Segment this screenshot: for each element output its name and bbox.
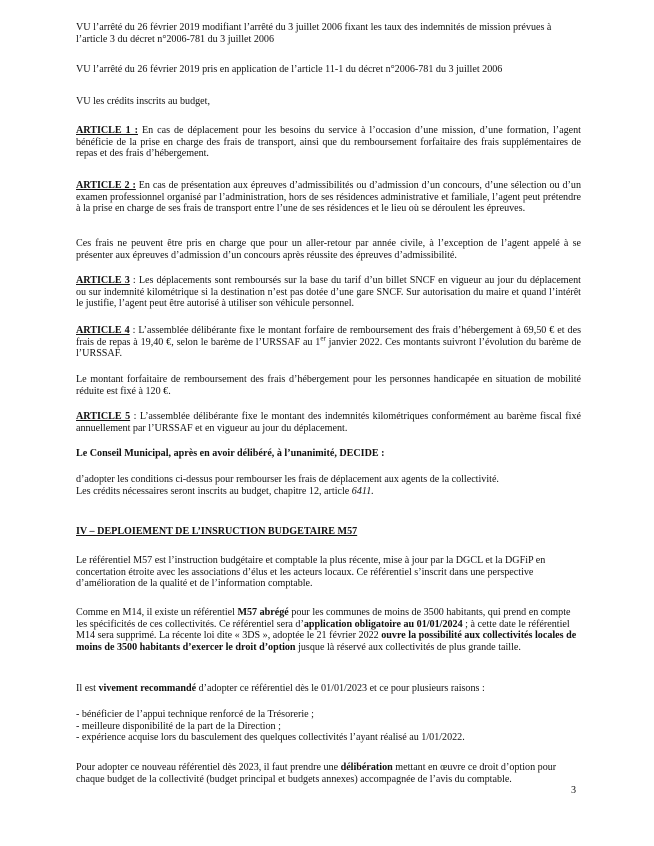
m57-p3-a: Il est xyxy=(76,683,99,694)
m57-p2-g: jusque là réservé aux collectivités de plus grande taille. xyxy=(295,641,521,653)
reasons-list xyxy=(76,709,581,744)
article-2-paragraph-2: Ces frais ne peuvent être pris en charge que pour un aller-retour par année civile, à l’exception de l’agent appelé à se présenter aux épreuves d’admission d’un concours après réussite des épreuves d’admissibilité. xyxy=(76,238,581,261)
article-4-paragraph-2: Le montant forfaitaire de remboursement des frais d’hébergement pour les personnes handicapée en situation de mobilité réduite est fixé à 120 €. xyxy=(76,374,581,397)
m57-p2-a: Comme en M14, il existe un référentiel xyxy=(76,607,238,618)
page-number: 3 xyxy=(571,785,577,796)
article-5-text: : L’assemblée délibérante fixe le montant des indemnités kilométriques conformément au barème fiscal fixé annuellement par l’URSSAF et en vigueur au jour du déplacement. xyxy=(76,411,581,434)
m57-paragraph-4 xyxy=(76,762,581,785)
article-3-label: ARTICLE 3 xyxy=(76,275,130,286)
decision-credits-article: 6411. xyxy=(351,486,374,497)
m57-p4-a: Pour adopter ce nouveau référentiel dès 2023, il faut prendre une xyxy=(76,762,341,773)
m57-p2-f: ouvre la possibilité aux collectivités locales de moins de 3500 habitants d’exercer le droit d’option xyxy=(76,630,577,653)
article-3-text: : Les déplacements sont remboursés sur la base du tarif d’un billet SNCF en vigueur au jour du déplacement ou sur indemnité kilométrique si la destination n’est pas dotée d’une gare SNCF. Sur autorisation du maire et quand l’intérêt le justifie, l’agent peut être autorisé à utiliser son véhicule personnel. xyxy=(76,275,581,310)
m57-paragraph-2 xyxy=(76,607,581,653)
decision-credits xyxy=(76,486,581,498)
m57-p4-b: délibération xyxy=(340,762,393,773)
list-item: - bénéficier de l’appui technique renforcé de la Trésorerie ; xyxy=(76,709,314,720)
m57-paragraph-3 xyxy=(76,683,581,695)
decision-heading: Le Conseil Municipal, après en avoir délibéré, à l’unanimité, DECIDE : xyxy=(76,448,385,459)
list-item: - meilleure disponibilité de la part de la Direction ; xyxy=(76,720,281,732)
article-2 xyxy=(76,180,581,215)
m57-p2-d: application obligatoire au 01/01/2024 xyxy=(303,618,463,630)
vu-arrete-application: VU l’arrêté du 26 février 2019 pris en application de l’article 11-1 du décret n°2006-781 du 3 juillet 2006 xyxy=(76,64,503,75)
article-3 xyxy=(76,275,581,310)
article-1 xyxy=(76,125,581,160)
m57-p2-b: M57 abrégé xyxy=(237,607,289,618)
article-4-superscript: er xyxy=(320,334,326,343)
article-4-text-b: janvier 2022. Ces montants suivront l’évolution du barème de l’URSSAF. xyxy=(76,336,581,360)
section-title: IV – DEPLOIEMENT DE L’INSRUCTION BUDGETAIRE M57 xyxy=(76,526,358,537)
decision-credits-text: Les crédits nécessaires seront inscrits au budget, chapitre 12, article xyxy=(76,486,352,497)
m57-p3-c: d’adopter ce référentiel dès le 01/01/2023 et ce pour plusieurs raisons : xyxy=(196,683,485,694)
article-5-label: ARTICLE 5 xyxy=(76,411,131,422)
vu-arrete-taux: VU l’arrêté du 26 février 2019 modifiant l’arrêté du 3 juillet 2006 fixant les taux des indemnités de mission prévues à l’article 3 du décret n°2006-781 du 3 juillet 2006 xyxy=(76,22,552,45)
article-2-text: En cas de présentation aux épreuves d’admissibilités ou d’admission d’un concours, d’une sélection ou d’un examen professionnel organisé par l’administration, hors de ses résidences administrative et familiale, l’agent peut prétendre à la prise en charge de ses frais de transport entre l’une de ses résidences et le lieu où se déroulent les épreuves. xyxy=(76,180,581,215)
decision-adopt: d’adopter les conditions ci-dessus pour rembourser les frais de déplacement aux agents de la collectivité. xyxy=(76,474,499,485)
article-1-label: ARTICLE 1 : xyxy=(76,125,138,136)
article-4 xyxy=(76,325,581,360)
article-5 xyxy=(76,411,581,434)
m57-p2-c: pour les communes de moins de 3500 habitants, qui prend en compte les spécificités de ces collectivités. Ce référentiel sera d’ xyxy=(76,607,571,630)
m57-paragraph-1: Le référentiel M57 est l’instruction budgétaire et comptable la plus récente, mise à jour par la DGCL et la DGFiP en concertation étroite avec les associations d’élus et les acteurs locaux. Ce référentiel s’inscrit dans une perspective d’amélioration de la qualité et de l’information comptable. xyxy=(76,555,546,590)
article-2-label: ARTICLE 2 : xyxy=(76,180,136,191)
article-4-text-a: : L’assemblée délibérante fixe le montant forfaire de remboursement des frais d’hébergement à 69,50 € et des frais de repas à 19,40 €, selon le barème de l’URSSAF au 1 xyxy=(76,325,581,348)
vu-credits: VU les crédits inscrits au budget, xyxy=(76,96,210,107)
list-item: - expérience acquise lors du basculement des quelques collectivités l’ayant réalisé au 1/01/2022. xyxy=(76,732,465,744)
m57-p2-e: ; à cette date le référentiel M14 sera supprimé. La récente loi dite « 3DS », adoptée le 21 février 2022 xyxy=(76,618,570,642)
m57-p3-b: vivement recommandé xyxy=(98,683,197,694)
article-1-text: En cas de déplacement pour les besoins du service à l’occasion d’une mission, d’une formation, l’agent bénéficie de la prise en charge des frais de transport, ainsi que du remboursement forfaitaire des frais supplémentaires de repas et des frais d’hébergement. xyxy=(76,125,581,160)
m57-p4-c: mettant en œuvre ce droit d’option pour chaque budget de la collectivité (budget principal et budgets annexes) accompagnée de l’avis du comptable. xyxy=(76,762,557,785)
article-4-label: ARTICLE 4 xyxy=(76,325,130,336)
